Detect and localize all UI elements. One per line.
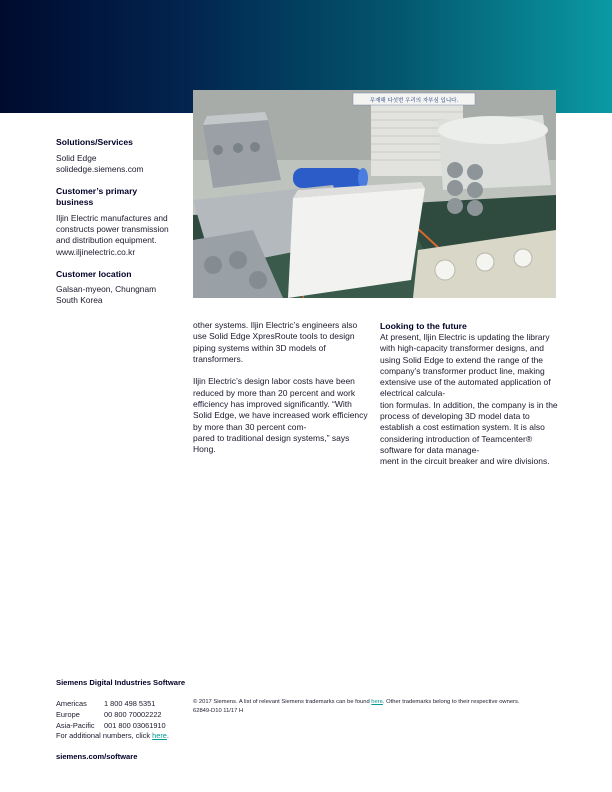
contact-region: Asia-Pacific xyxy=(56,721,95,730)
contact-region: Europe xyxy=(56,710,80,719)
business-heading: Customer’s primary business xyxy=(56,185,138,208)
business-text: Iljin Electric manufactures and constructs power transmission and distribution equipment. www.iljinelectric.co.kr xyxy=(56,212,169,257)
website-link[interactable]: siemens.com/software xyxy=(56,752,138,761)
contact-row xyxy=(56,709,166,720)
trademark-link[interactable]: here xyxy=(371,699,383,705)
body-paragraph: At present, Iljin Electric is updating the library with high-capacity transformer designs, and using Solid Edge to extend the range of the company’s transformer product line, making extensive use of the automated application of electrical calcula- tion formulas. In addition, the company is in the process of developing 3D model data to establish a cost estimation system. It is also considering introduction of Teamcenter® software for data manage- ment in the circuit breaker and wire divisions. xyxy=(380,332,558,467)
additional-numbers-suffix: . xyxy=(166,731,169,740)
location-heading: Customer location xyxy=(56,268,132,279)
factory-floor-photo xyxy=(193,90,556,298)
solutions-text: Solid Edge solidedge.siemens.com xyxy=(56,152,144,174)
contact-phone: 001 800 03061910 xyxy=(104,721,166,730)
body-paragraph: Iljin Electric’s design labor costs have been reduced by more than 20 percent and work efficiency has improved significantly. “With Solid Edge, we have increased work efficiency by more than 30 percent com- pared to traditional design systems,” says Hong. xyxy=(193,376,368,455)
sidebar xyxy=(56,137,174,318)
body-column-right xyxy=(380,320,560,479)
body-paragraph: other systems. Iljin Electric’s engineers also use Solid Edge XpresRoute tools to design piping systems within 3D models of transformers. xyxy=(193,320,358,364)
additional-numbers xyxy=(56,731,169,740)
location-text: Galsan-myeon, Chungnam South Korea xyxy=(56,284,157,306)
contact-region: Americas xyxy=(56,699,87,708)
document-code: 62849-D10 11/17 H xyxy=(193,707,244,714)
contact-row xyxy=(56,720,166,731)
company-name: Siemens Digital Industries Software xyxy=(56,678,186,687)
solutions-heading: Solutions/Services xyxy=(56,137,133,147)
safety-banner-text: 무재해 다섯번 우리의 자부심 입니다. xyxy=(369,98,459,104)
additional-numbers-link[interactable]: here xyxy=(152,731,167,740)
body-column-left xyxy=(193,320,373,467)
contact-phone: 00 800 70002222 xyxy=(104,710,162,719)
additional-numbers-text: For additional numbers, click xyxy=(56,731,153,740)
trademark-suffix: . Other trademarks belong to their respective owners. xyxy=(382,699,520,705)
trademark-text: © 2017 Siemens. A list of relevant Siemens trademarks can be found xyxy=(193,699,372,705)
contact-list xyxy=(56,698,166,731)
legal-notice xyxy=(193,698,520,716)
contact-phone: 1 800 498 5351 xyxy=(104,699,156,708)
section-heading: Looking to the future xyxy=(380,321,467,331)
contact-row xyxy=(56,698,166,709)
trademark-line xyxy=(193,698,520,707)
